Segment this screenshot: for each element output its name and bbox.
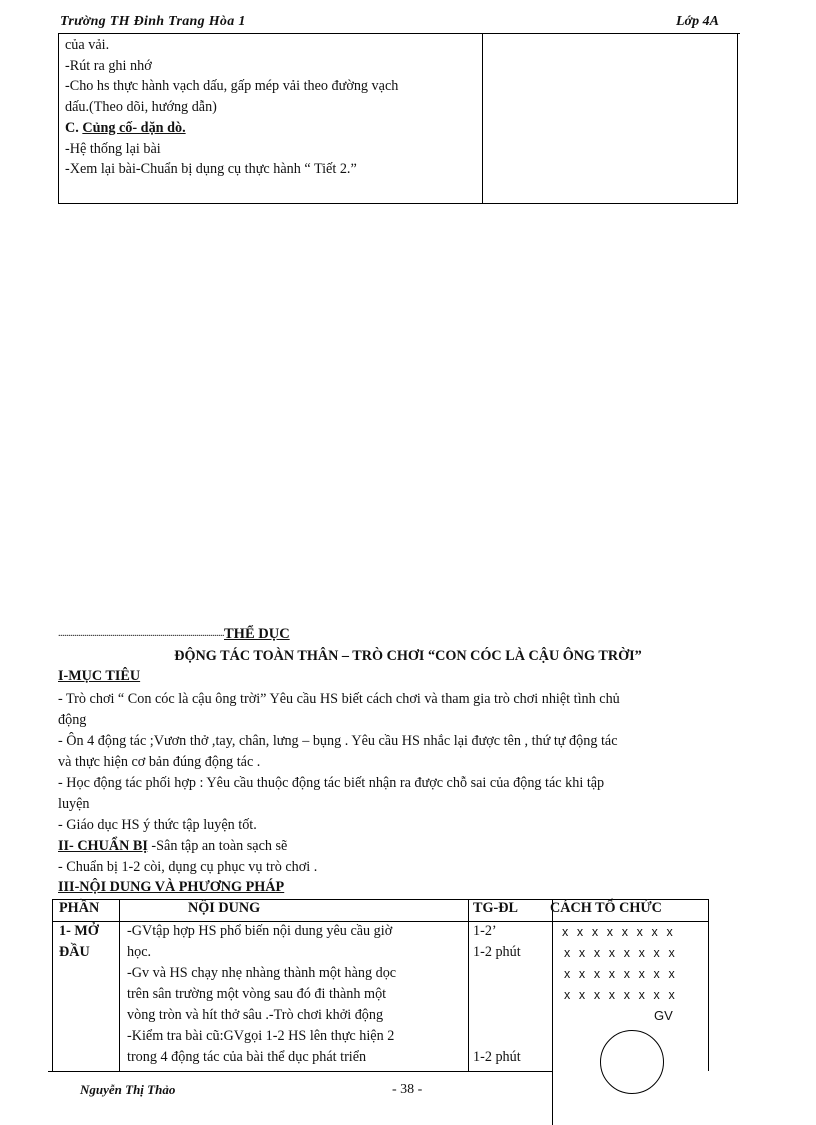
header-class: Lớp 4A	[676, 14, 719, 29]
formation-row: x x x x x x x x	[562, 925, 676, 939]
leader-dots: ...................................................................................	[58, 628, 224, 639]
objective-line: - Học động tác phối hợp : Yêu cầu thuộc động tác biết nhận ra được chỗ sai của động tác khi tập	[58, 775, 605, 791]
section-prep	[58, 836, 317, 878]
section-c-prefix: C.	[65, 119, 79, 136]
part-cell: 1- MỞ ĐẦU	[59, 923, 99, 960]
table-column-divider	[482, 34, 483, 203]
teacher-label: GV	[654, 1008, 673, 1023]
objective-line: và thực hiện cơ bản đúng động tác .	[58, 754, 261, 770]
section-c-title: Củng cố- dặn dò.	[82, 119, 186, 136]
content-line: trên sân trường một vòng sau đó đi thành một	[127, 986, 387, 1002]
objective-line: - Trò chơi “ Con cóc là cậu ông trời” Yêu cầu HS biết cách chơi và tham gia trò chơi nhiệt tình chủ	[58, 691, 620, 707]
text-line: của vải.	[65, 37, 110, 53]
lesson-subject-row	[58, 626, 290, 643]
formation-circle	[600, 1030, 664, 1094]
page-number: - 38 -	[392, 1082, 423, 1097]
section-content-heading: III-NỘI DUNG VÀ PHƯƠNG PHÁP	[58, 879, 285, 895]
objective-line: động	[58, 712, 87, 728]
objectives-list	[58, 689, 620, 836]
header-content: NỘI DUNG	[188, 900, 261, 916]
text-line: dấu.(Theo dõi, hướng dẫn)	[65, 99, 217, 116]
section-objectives-heading: I-MỤC TIÊU	[58, 668, 141, 684]
content-cell	[127, 921, 396, 1068]
top-table-content	[65, 35, 477, 180]
section-c-heading	[65, 118, 477, 139]
table-right-border	[708, 899, 709, 1071]
header-time: TG-ĐL	[473, 900, 518, 916]
footer-rule	[48, 1071, 552, 1072]
section-prep-text: -Sân tập an toàn sạch sẽ	[147, 838, 288, 854]
table-col-divider	[468, 899, 469, 1071]
objective-line: luyện	[58, 796, 90, 812]
content-line: -Gv và HS chạy nhẹ nhàng thành một hàng dọc	[127, 965, 397, 981]
text-line: -Hệ thống lại bài	[65, 140, 161, 157]
top-lesson-table	[58, 34, 738, 204]
objective-line: - Giáo dục HS ý thức tập luyện tốt.	[58, 817, 257, 833]
table-col-divider	[552, 899, 553, 1125]
content-line: trong 4 động tác của bài thể dục phát triển	[127, 1049, 367, 1065]
time-entry: 1-2 phút	[473, 1049, 521, 1065]
formation-row: x x x x x x x x	[564, 967, 678, 981]
objective-line: - Ôn 4 động tác ;Vươn thở ,tay, chân, lưng – bụng . Yêu cầu HS nhắc lại được tên , thứ tự động tác	[58, 733, 618, 749]
formation-row: x x x x x x x x	[564, 946, 678, 960]
text-line: -Rút ra ghi nhớ	[65, 57, 152, 74]
section-prep-heading: II- CHUẨN BỊ	[58, 838, 148, 854]
text-line: -Xem lại bài-Chuẩn bị dụng cụ thực hành “ Tiết 2.”	[65, 161, 357, 178]
content-line: -GVtập hợp HS phổ biến nội dung yêu cầu giờ	[127, 923, 393, 939]
table-col-divider	[119, 899, 120, 1071]
header-part: PHẦN	[59, 900, 100, 916]
time-entry: 1-2 phút	[473, 944, 521, 960]
table-left-border	[52, 899, 53, 1071]
footer-author: Nguyễn Thị Thảo	[80, 1082, 176, 1097]
text-line: -Cho hs thực hành vạch dấu, gấp mép vải theo đường vạch	[65, 78, 399, 95]
lesson-title: ĐỘNG TÁC TOÀN THÂN – TRÒ CHƠI “CON CÓC LÀ CẬU ÔNG TRỜI”	[174, 648, 642, 664]
content-line: học.	[127, 944, 152, 960]
header-organization: CÁCH TỔ CHỨC	[550, 900, 662, 916]
formation-row: x x x x x x x x	[564, 988, 678, 1002]
content-line: -Kiểm tra bài cũ:GVgọi 1-2 HS lên thực hiện 2	[127, 1028, 395, 1044]
header-school: Trường TH Đinh Trang Hòa 1	[60, 14, 246, 29]
time-entry: 1-2’	[473, 923, 497, 939]
content-line: vòng tròn và hít thở sâu .-Trò chơi khởi động	[127, 1007, 384, 1023]
lesson-subject: THỂ DỤC	[224, 626, 290, 642]
prep-line: - Chuẩn bị 1-2 còi, dụng cụ phục vụ trò chơi .	[58, 859, 318, 875]
